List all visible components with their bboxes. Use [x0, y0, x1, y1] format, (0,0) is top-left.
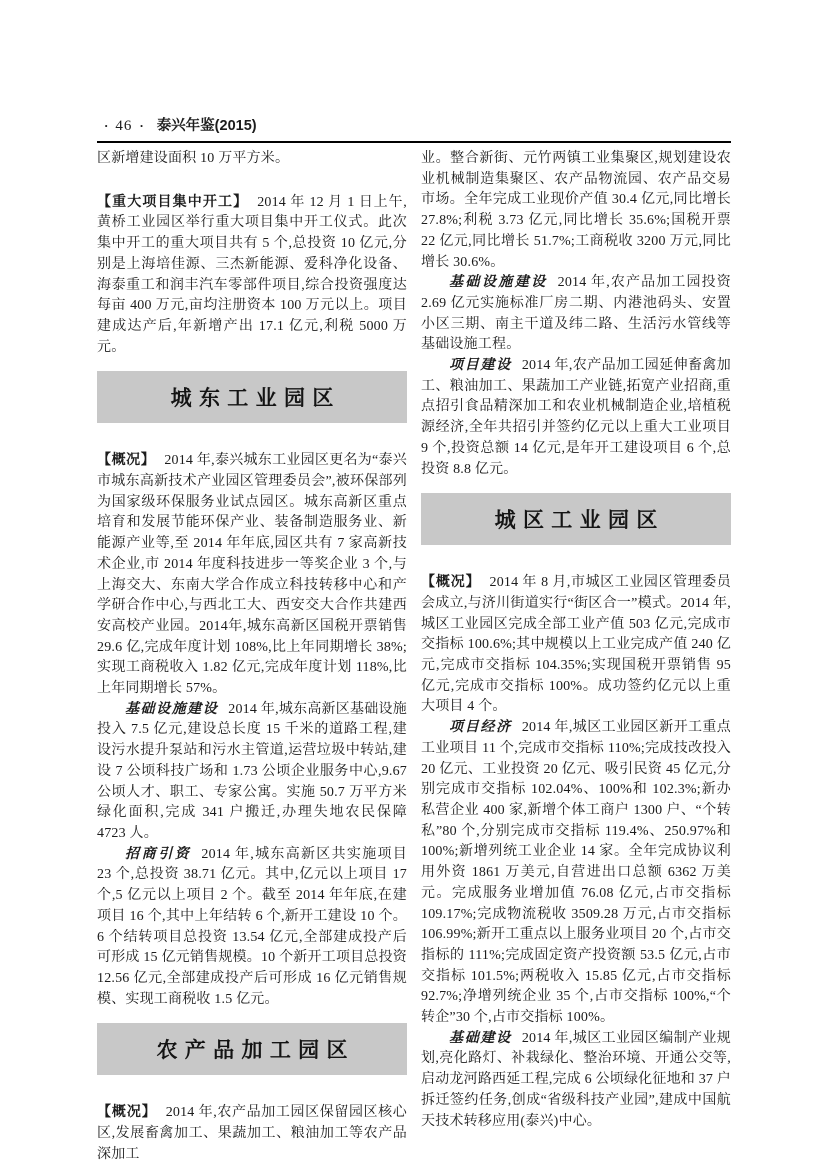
section-header-urban-industrial-park: [421, 493, 731, 545]
header-rule: [97, 141, 731, 143]
subentry-label: 基础建设: [449, 1030, 512, 1046]
subentry-label: 基础设施建设: [125, 701, 219, 717]
entry-label: 【概况】: [97, 1103, 157, 1120]
book-title: 泰兴年鉴(2015): [156, 118, 257, 134]
subentry-infrastructure-agricultural-park: [421, 273, 731, 356]
two-column-text-area: [97, 149, 731, 1165]
subentry-text: 2014 年,城东高新区基础设施投入 7.5 亿元,建设总长度 15 千米的道路工程,建设污水提升泵站和污水主管道,运营垃圾中转站,建设 7 公顷科技广场和 1.73 公顷企业服务中心,9.67 公顷人才、职工、专家公寓。实施 50.7 万平方米绿化面积,完成 341 户搬迁,办理失地农民保障 4723 人。: [97, 701, 407, 841]
subentry-project-construction: [421, 356, 731, 480]
section-title: 城区工业园区: [494, 509, 665, 533]
section-title: 农产品加工园区: [156, 1039, 355, 1063]
entry-text: 2014 年,泰兴城东工业园区更名为“泰兴市城东高新技术产业园区管理委员会”,被环保部列为国家级环保服务业试点园区。城东高新区重点培育和发展节能环保产业、装备制造服务业、新能源产业等,至 2014 年年底,园区共有 7 家高新技术企业,市 2014 年度科技进步一等奖企业 3 个,与上海交大、东南大学合作成立科技转移中心和产学研合作中心,与西北工大、西安交大合作共建西安高校产业园。2014年,城东高新区国税开票销售 29.6 亿,完成年度计划 108%,比上年同期增长 38%;实现工商税收入 1.82 亿元,完成年度计划 118%,比上年同期增长 57%。: [97, 453, 408, 697]
paragraph-continuation: 业。整合新街、元竹两镇工业集聚区,规划建设农业机械制造集聚区、农产品物流园、农产品交易市场。全年完成工业现价产值 30.4 亿元,同比增长 27.8%;利税 3.73 亿元,同比增长 35.6%;国税开票 22 亿元,同比增长 51.7%;工商税收 3200 万元,同比增长 30.6%。: [421, 151, 731, 270]
entry-major-projects-groundbreaking: [97, 191, 407, 359]
entry-text: 2014 年 8 月,市城区工业园区管理委员会成立,与济川街道实行“街区合一”模式。2014 年,城区工业园区完成全部工业产值 503 亿元,完成市交指标 100.6%;其中规模以上工业完成产值 240 亿元,完成市交指标 104.35%;实现国税开票销售 95 亿元,完成市交指标 100%。成功签约亿元以上重大项目 4 个。: [421, 575, 732, 715]
section-header-chengdong-industrial-park: [97, 371, 407, 423]
subentry-text: 2014 年,农产品加工园投资 2.69 亿元实施标准厂房二期、内港池码头、安置小区三期、南主干道及纬二路、生活污水管线等基础设施工程。: [421, 275, 731, 353]
subentry-text: 2014 年,农产品加工园延伸畜禽加工、粮油加工、果蔬加工产业链,拓宽产业招商,重点招引食品精深加工和农业机械制造企业,培植税源经济,全年共招引并签约亿元以上重大工业项目 9 个,投资总额 14 亿元,是年开工建设项目 6 个,总投资 8.8 亿元。: [421, 358, 732, 477]
right-column: [421, 149, 731, 1165]
entry-overview-chengdong: [97, 449, 407, 699]
subentry-investment-attraction: [97, 845, 407, 1011]
entry-label: 【概况】: [97, 451, 156, 468]
subentry-infrastructure-chengdong: [97, 700, 407, 845]
entry-overview-agricultural-park: [97, 1101, 407, 1165]
entry-label: 【重大项目集中开工】: [97, 192, 249, 209]
section-header-agricultural-products-park: [97, 1023, 407, 1075]
subentry-text: 2014 年,城区工业园区新开工重点工业项目 11 个,完成市交指标 110%;完成技改投入 20 亿元、工业投资 20 亿元、吸引民资 45 亿元,分别完成市交指标 102.04%、100%和 102.3%;新办私营企业 400 家,新增个体工商户 1300 户、“个转私”80 个,分别完成市交指标 119.4%、250.97%和 100%;新增列统工业企业 14 家。全年完成协议利用外资 1861 万美元,自营进出口总额 6362 万美元。完成服务业增加值 76.08 亿元,占市交指标 109.17%;完成物流税收 3509.28 万元,占市交指标 106.99%;新开工重点以上服务业项目 20 个,占市交指标的 111%;完成固定资产投资额 53.5 亿元,占市交指标 101.5%;两税收入 15.85 亿元,占市交指标 92.7%;净增列统企业 35 个,占市交指标 100%,“个转企”30 个,占市交指标 100%。: [421, 720, 732, 1026]
entry-text: 2014 年 12 月 1 日上午,黄桥工业园区举行重大项目集中开工仪式。此次集中开工的重大项目共有 5 个,总投资 10 亿元,分别是上海培佳源、三杰新能源、爱科净化设备、海泰重工和润丰汽车零部件项目,综合投资强度达每亩 400 万元,亩均注册资本 100 万元以上。项目建成达产后,年新增产出 17.1 亿元,利税 5000 万元。: [97, 194, 407, 355]
entry-label: 【概况】: [421, 573, 481, 590]
subentry-text: 2014 年,城东高新区共实施项目 23 个,总投资 38.71 亿元。其中,亿元以上项目 17 个,5 亿元以上项目 2 个。截至 2014 年年底,在建项目 16 个,其中上年结转 6 个,新开工建设 10 个。6 个结转项目总投资 13.54 亿元,全部建成投产后可形成 15 亿元销售规模。10 个新开工项目总投资 12.56 亿元,全部建成投产后可形成 16 亿元销售规模、实现工商税收 1.5 亿元。: [97, 846, 408, 1007]
entry-overview-urban-park: [421, 571, 731, 718]
paragraph-continuation: 区新增建设面积 10 万平方米。: [97, 151, 290, 166]
entry-text: 2014 年,农产品加工园区保留园区核心区,发展畜禽加工、果蔬加工、粮油加工等农产品深加工: [97, 1105, 408, 1162]
page-header: [104, 114, 257, 135]
subentry-label: 项目经济: [449, 720, 512, 736]
subentry-label: 项目建设: [449, 358, 512, 374]
header-separator-dot: ·: [139, 118, 144, 133]
subentry-text: 2014 年,城区工业园区编制产业规划,亮化路灯、补栽绿化、整治环境、开通公交等,启动龙河路西延工程,完成 6 公顷绿化征地和 37 户拆迁签约任务,创成“省级科技产业园”,建成中国航天技术转移应用(泰兴)中心。: [421, 1030, 732, 1129]
subentry-label: 基础设施建设: [449, 275, 548, 291]
subentry-basic-construction: [421, 1029, 731, 1133]
subentry-project-economy: [421, 718, 731, 1029]
header-separator-dot: ·: [104, 118, 109, 133]
left-column: [97, 149, 407, 1165]
subentry-label: 招商引资: [125, 846, 192, 862]
page-number: 46: [115, 118, 133, 134]
section-title: 城东工业园区: [170, 387, 341, 411]
